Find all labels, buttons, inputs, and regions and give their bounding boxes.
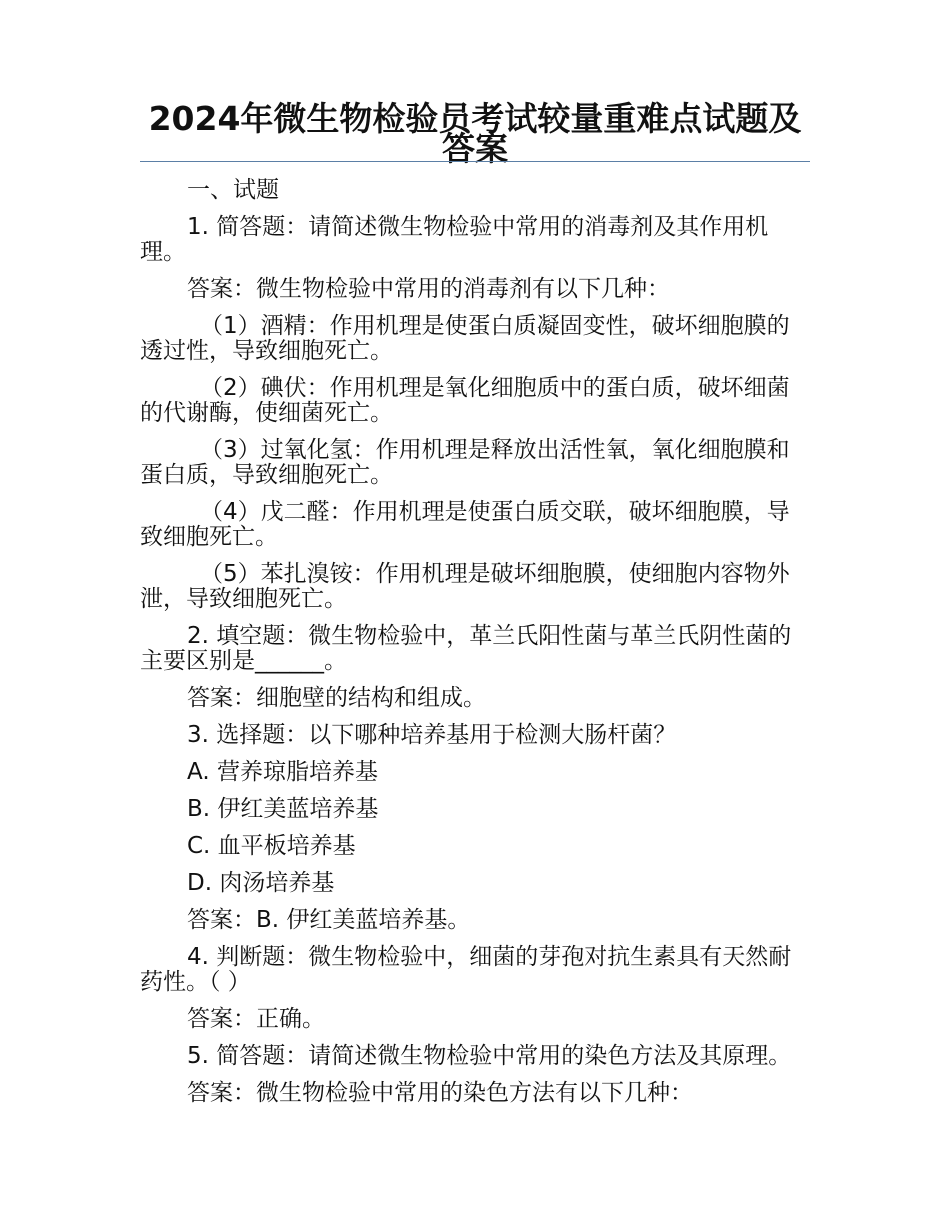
question-4: 4. 判断题：微生物检验中，细菌的芽孢对抗生素具有天然耐药性。（ ）	[140, 944, 792, 995]
title-divider	[140, 161, 810, 162]
answer-1-item-3: （3）过氧化氢：作用机理是释放出活性氧，氧化细胞膜和蛋白质，导致细胞死亡。	[140, 437, 790, 488]
question-3-option-c: C. 血平板培养基	[187, 833, 356, 859]
answer-1-item-5: （5）苯扎溴铵：作用机理是破坏细胞膜，使细胞内容物外泄，导致细胞死亡。	[140, 561, 790, 612]
answer-1-item-1: （1）酒精：作用机理是使蛋白质凝固变性，破坏细胞膜的透过性，导致细胞死亡。	[140, 313, 790, 364]
answer-2: 答案：细胞壁的结构和组成。	[187, 685, 486, 711]
question-3-option-b: B. 伊红美蓝培养基	[187, 796, 379, 822]
question-3: 3. 选择题：以下哪种培养基用于检测大肠杆菌？	[187, 722, 677, 748]
document-body	[140, 178, 812, 1118]
question-5: 5. 简答题：请简述微生物检验中常用的染色方法及其原理。	[187, 1043, 792, 1069]
answer-4: 答案：正确。	[187, 1006, 325, 1032]
answer-1-item-2: （2）碘伏：作用机理是氧化细胞质中的蛋白质，破坏细菌的代谢酶，使细菌死亡。	[140, 375, 790, 426]
answer-5-intro: 答案：微生物检验中常用的染色方法有以下几种：	[187, 1080, 693, 1106]
answer-1-intro: 答案：微生物检验中常用的消毒剂有以下几种：	[187, 276, 670, 302]
question-1: 1. 简答题：请简述微生物检验中常用的消毒剂及其作用机理。	[140, 214, 769, 265]
section-heading: 一、试题	[187, 177, 279, 203]
document-title: 2024年微生物检验员考试较量重难点试题及答案	[148, 99, 802, 168]
answer-3: 答案：B. 伊红美蓝培养基。	[187, 907, 471, 933]
answer-1-item-4: （4）戊二醛：作用机理是使蛋白质交联，破坏细胞膜，导致细胞死亡。	[140, 499, 790, 550]
question-3-option-d: D. 肉汤培养基	[187, 870, 335, 896]
question-3-option-a: A. 营养琼脂培养基	[187, 759, 378, 785]
question-2: 2. 填空题：微生物检验中，革兰氏阳性菌与革兰氏阴性菌的主要区别是______。	[140, 623, 792, 674]
